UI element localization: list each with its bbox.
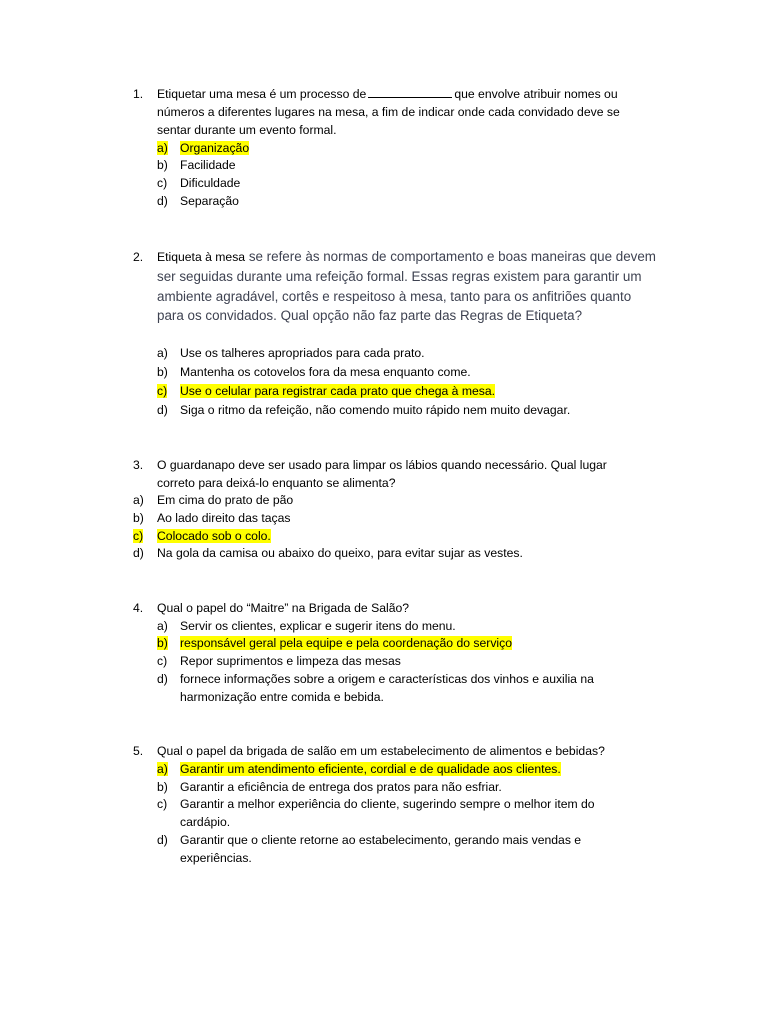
option-text: Ao lado direito das taças bbox=[157, 511, 291, 525]
option-text: Siga o ritmo da refeição, não comendo muito rápido nem muito devagar. bbox=[180, 403, 571, 417]
option-text: Servir os clientes, explicar e sugerir itens do menu. bbox=[180, 619, 456, 633]
option-text-correct: responsável geral pela equipe e pela coordenação do serviço bbox=[180, 636, 512, 650]
option-label: a) bbox=[157, 141, 168, 155]
option-label: b) bbox=[157, 365, 168, 379]
question-stem-line bbox=[157, 87, 618, 101]
question-stem-line: números a diferentes lugares na mesa, a fim de indicar onde cada convidado deve se bbox=[157, 105, 620, 119]
option-label: a) bbox=[157, 762, 168, 776]
question-number: 1. bbox=[133, 87, 144, 101]
fill-in-blank bbox=[368, 87, 452, 98]
option-label: d) bbox=[133, 546, 144, 560]
option-label: b) bbox=[157, 780, 168, 794]
option-text: fornece informações sobre a origem e características dos vinhos e auxilia na bbox=[180, 672, 594, 686]
option-text: Repor suprimentos e limpeza das mesas bbox=[180, 654, 401, 668]
option-label: c) bbox=[157, 176, 168, 190]
option-text-correct: Garantir um atendimento eficiente, cordial e de qualidade aos clientes. bbox=[180, 762, 561, 776]
stem-bold-start: Etiqueta à mesa bbox=[157, 250, 246, 264]
question-stem-line: correto para deixá-lo enquanto se alimenta? bbox=[157, 476, 396, 490]
question-number: 2. bbox=[133, 250, 144, 264]
option-text: Em cima do prato de pão bbox=[157, 493, 294, 507]
option-label: a) bbox=[157, 619, 168, 633]
option-text-correct: Colocado sob o colo. bbox=[157, 529, 271, 543]
option-text: Mantenha os cotovelos fora da mesa enquanto come. bbox=[180, 365, 471, 379]
question-number: 4. bbox=[133, 601, 144, 615]
stem-text: Etiquetar uma mesa é um processo de bbox=[157, 87, 367, 101]
question-stem-line: O guardanapo deve ser usado para limpar os lábios quando necessário. Qual lugar bbox=[157, 458, 607, 472]
option-label: b) bbox=[157, 636, 168, 650]
option-text: Garantir a eficiência de entrega dos pratos para não esfriar. bbox=[180, 780, 502, 794]
option-label: a) bbox=[133, 493, 144, 507]
stem-text: se refere às normas de comportamento e boas maneiras que devem ser seguidas durante uma refeição formal. Essas regras existem para garantir um ambiente agradável, cortês e respeitoso à mesa, tanto para os anfitriões quanto para os convidados. Qual opção não faz parte das Regras de Etiqueta? bbox=[157, 249, 656, 324]
option-text-continuation: experiências. bbox=[180, 851, 252, 865]
option-label: d) bbox=[157, 833, 168, 847]
option-text-continuation: cardápio. bbox=[180, 815, 231, 829]
option-label: b) bbox=[133, 511, 144, 525]
question-stem bbox=[157, 247, 657, 326]
option-label: b) bbox=[157, 158, 168, 172]
option-label: c) bbox=[157, 797, 168, 811]
option-label: c) bbox=[157, 654, 168, 668]
question-stem-line: sentar durante um evento formal. bbox=[157, 123, 337, 137]
option-text: Dificuldade bbox=[180, 176, 241, 190]
option-text-correct: Organização bbox=[180, 141, 250, 155]
question-number: 5. bbox=[133, 744, 144, 758]
option-label: d) bbox=[157, 403, 168, 417]
option-text: Garantir que o cliente retorne ao estabelecimento, gerando mais vendas e bbox=[180, 833, 582, 847]
question-stem-line: Qual o papel da brigada de salão em um estabelecimento de alimentos e bebidas? bbox=[157, 744, 605, 758]
option-label: c) bbox=[133, 529, 144, 543]
option-text: Use os talheres apropriados para cada prato. bbox=[180, 346, 425, 360]
option-label: a) bbox=[157, 346, 168, 360]
option-text-correct: Use o celular para registrar cada prato que chega à mesa. bbox=[180, 384, 496, 398]
option-label: d) bbox=[157, 194, 168, 208]
option-text: Separação bbox=[180, 194, 239, 208]
stem-text: que envolve atribuir nomes ou bbox=[454, 87, 618, 101]
question-number: 3. bbox=[133, 458, 144, 472]
question-stem-line: Qual o papel do “Maitre” na Brigada de Salão? bbox=[157, 601, 410, 615]
option-text: Na gola da camisa ou abaixo do queixo, para evitar sujar as vestes. bbox=[157, 546, 523, 560]
option-label: d) bbox=[157, 672, 168, 686]
option-text-continuation: harmonização entre comida e bebida. bbox=[180, 690, 384, 704]
option-text: Facilidade bbox=[180, 158, 236, 172]
option-text: Garantir a melhor experiência do cliente, sugerindo sempre o melhor item do bbox=[180, 797, 595, 811]
option-label: c) bbox=[157, 384, 168, 398]
